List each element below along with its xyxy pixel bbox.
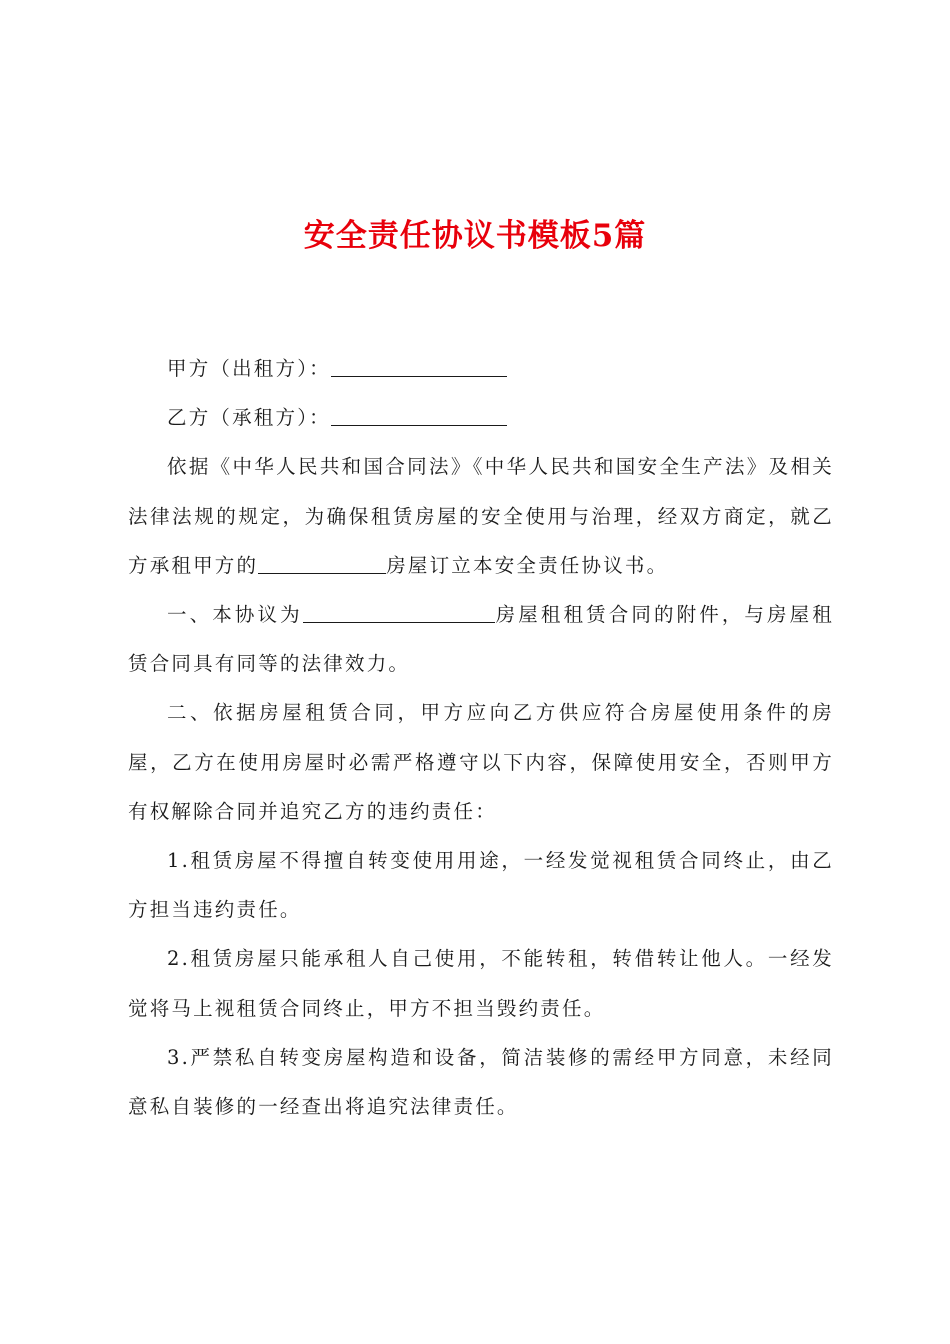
document-title: 安全责任协议书模板5篇 [303, 218, 647, 254]
clause-two: 二、依据房屋租赁合同，甲方应向乙方供应符合房屋使用条件的房屋，乙方在使用房屋时必需严格遵守以下内容，保障使用安全，否则甲方有权解除合同并追究乙方的违约责任： [128, 701, 834, 823]
document-body [128, 344, 834, 1131]
contract-blank [303, 600, 495, 623]
party-b-line [128, 393, 834, 442]
item-two: 2.租赁房屋只能承租人自己使用，不能转租，转借转让他人。一经发觉将马上视租赁合同终止，甲方不担当毁约责任。 [128, 947, 834, 1020]
item-one: 1.租赁房屋不得擅自转变使用用途，一经发觉视租赁合同终止，由乙方担当违约责任。 [128, 849, 834, 922]
property-blank [258, 551, 386, 574]
intro-text-before: 依据《中华人民共和国合同法》《中华人民共和国安全生产法》及相关法律法规的规定，为确保租赁房屋的安全使用与治理，经双方商定，就乙方承租甲方的 [128, 455, 834, 577]
party-b-blank [331, 403, 507, 426]
clause-one-before: 一、本协议为 [167, 603, 303, 627]
party-b-label: 乙方（承租方）： [167, 406, 331, 430]
clause-one [128, 590, 834, 688]
party-a-line [128, 344, 834, 393]
clause-one-after: 房屋租租赁合同的附件，与房屋租赁合同具有同等的法律效力。 [128, 603, 834, 676]
intro-paragraph [128, 442, 834, 590]
item-three: 3.严禁私自转变房屋构造和设备，简洁装修的需经甲方同意，未经同意私自装修的一经查出将追究法律责任。 [128, 1045, 834, 1119]
intro-text-after: 房屋订立本安全责任协议书。 [386, 553, 669, 577]
party-a-blank [331, 354, 507, 377]
party-a-label: 甲方（出租方）： [167, 357, 331, 380]
